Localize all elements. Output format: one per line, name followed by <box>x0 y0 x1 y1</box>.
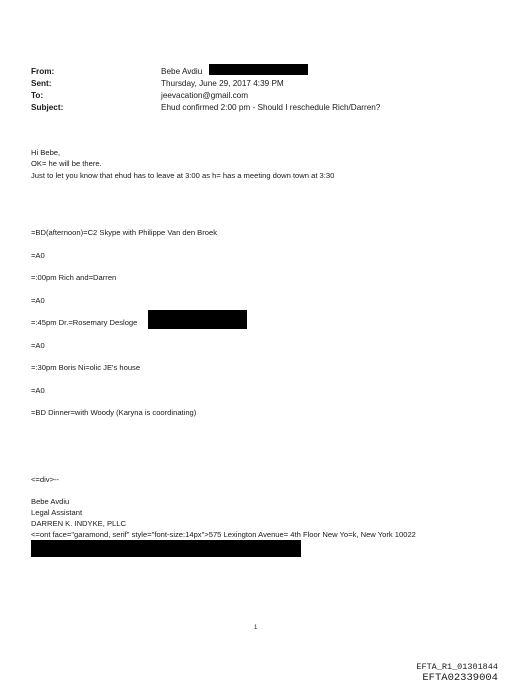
from-label: From: <box>31 67 55 76</box>
greeting: Hi Bebe, <box>31 148 61 157</box>
schedule-spacer: =A0 <box>31 341 45 350</box>
subject-label: Subject: <box>31 103 64 112</box>
redaction-box <box>148 310 247 329</box>
signature-firm: DARREN K. INDYKE, PLLC <box>31 519 126 528</box>
schedule-item: =:00pm Rich and=Darren <box>31 273 117 282</box>
subject-value: Ehud confirmed 2:00 pm - Should I reschedule Rich/Darren? <box>161 103 381 112</box>
signature-title: Legal Assistant <box>31 508 83 517</box>
div-tag-text: <=div>-- <box>31 475 60 484</box>
schedule-spacer: =A0 <box>31 386 45 395</box>
bates-stamp-r1: EFTA_R1_01301844 <box>416 662 498 672</box>
body-line-2: Just to let you know that ehud has to leave at 3:00 as h= has a meeting down town at 3:30 <box>31 171 335 180</box>
page-number: 1 <box>254 625 258 631</box>
redaction-box <box>31 540 301 557</box>
to-label: To: <box>31 91 44 100</box>
schedule-item: =BD Dinner=with Woody (Karyna is coordinating) <box>31 408 197 417</box>
schedule-item: =:45pm Dr.=Rosemary Desloge <box>31 318 138 327</box>
sent-value: Thursday, June 29, 2017 4:39 PM <box>161 79 284 88</box>
signature-name: Bebe Avdiu <box>31 497 70 506</box>
sent-label: Sent: <box>31 79 52 88</box>
schedule-item: =BD(afternoon)=C2 Skype with Philippe Van den Broek <box>31 228 218 237</box>
redaction-box <box>209 64 308 75</box>
schedule-spacer: =A0 <box>31 251 45 260</box>
to-value: jeevacation@gmail.com <box>161 91 249 100</box>
signature-address: <=ont face="garamond, serif" style="font-size:14px">575 Lexington Avenue= 4th Floor New Yo=k, New York 10022 <box>31 530 416 539</box>
schedule-item: =:30pm Boris Ni=olic JE's house <box>31 363 141 372</box>
body-line-1: OK= he will be there. <box>31 159 102 168</box>
schedule-spacer: =A0 <box>31 296 45 305</box>
from-value: Bebe Avdiu <box>161 67 203 76</box>
bates-stamp: EFTA02339004 <box>422 672 498 684</box>
